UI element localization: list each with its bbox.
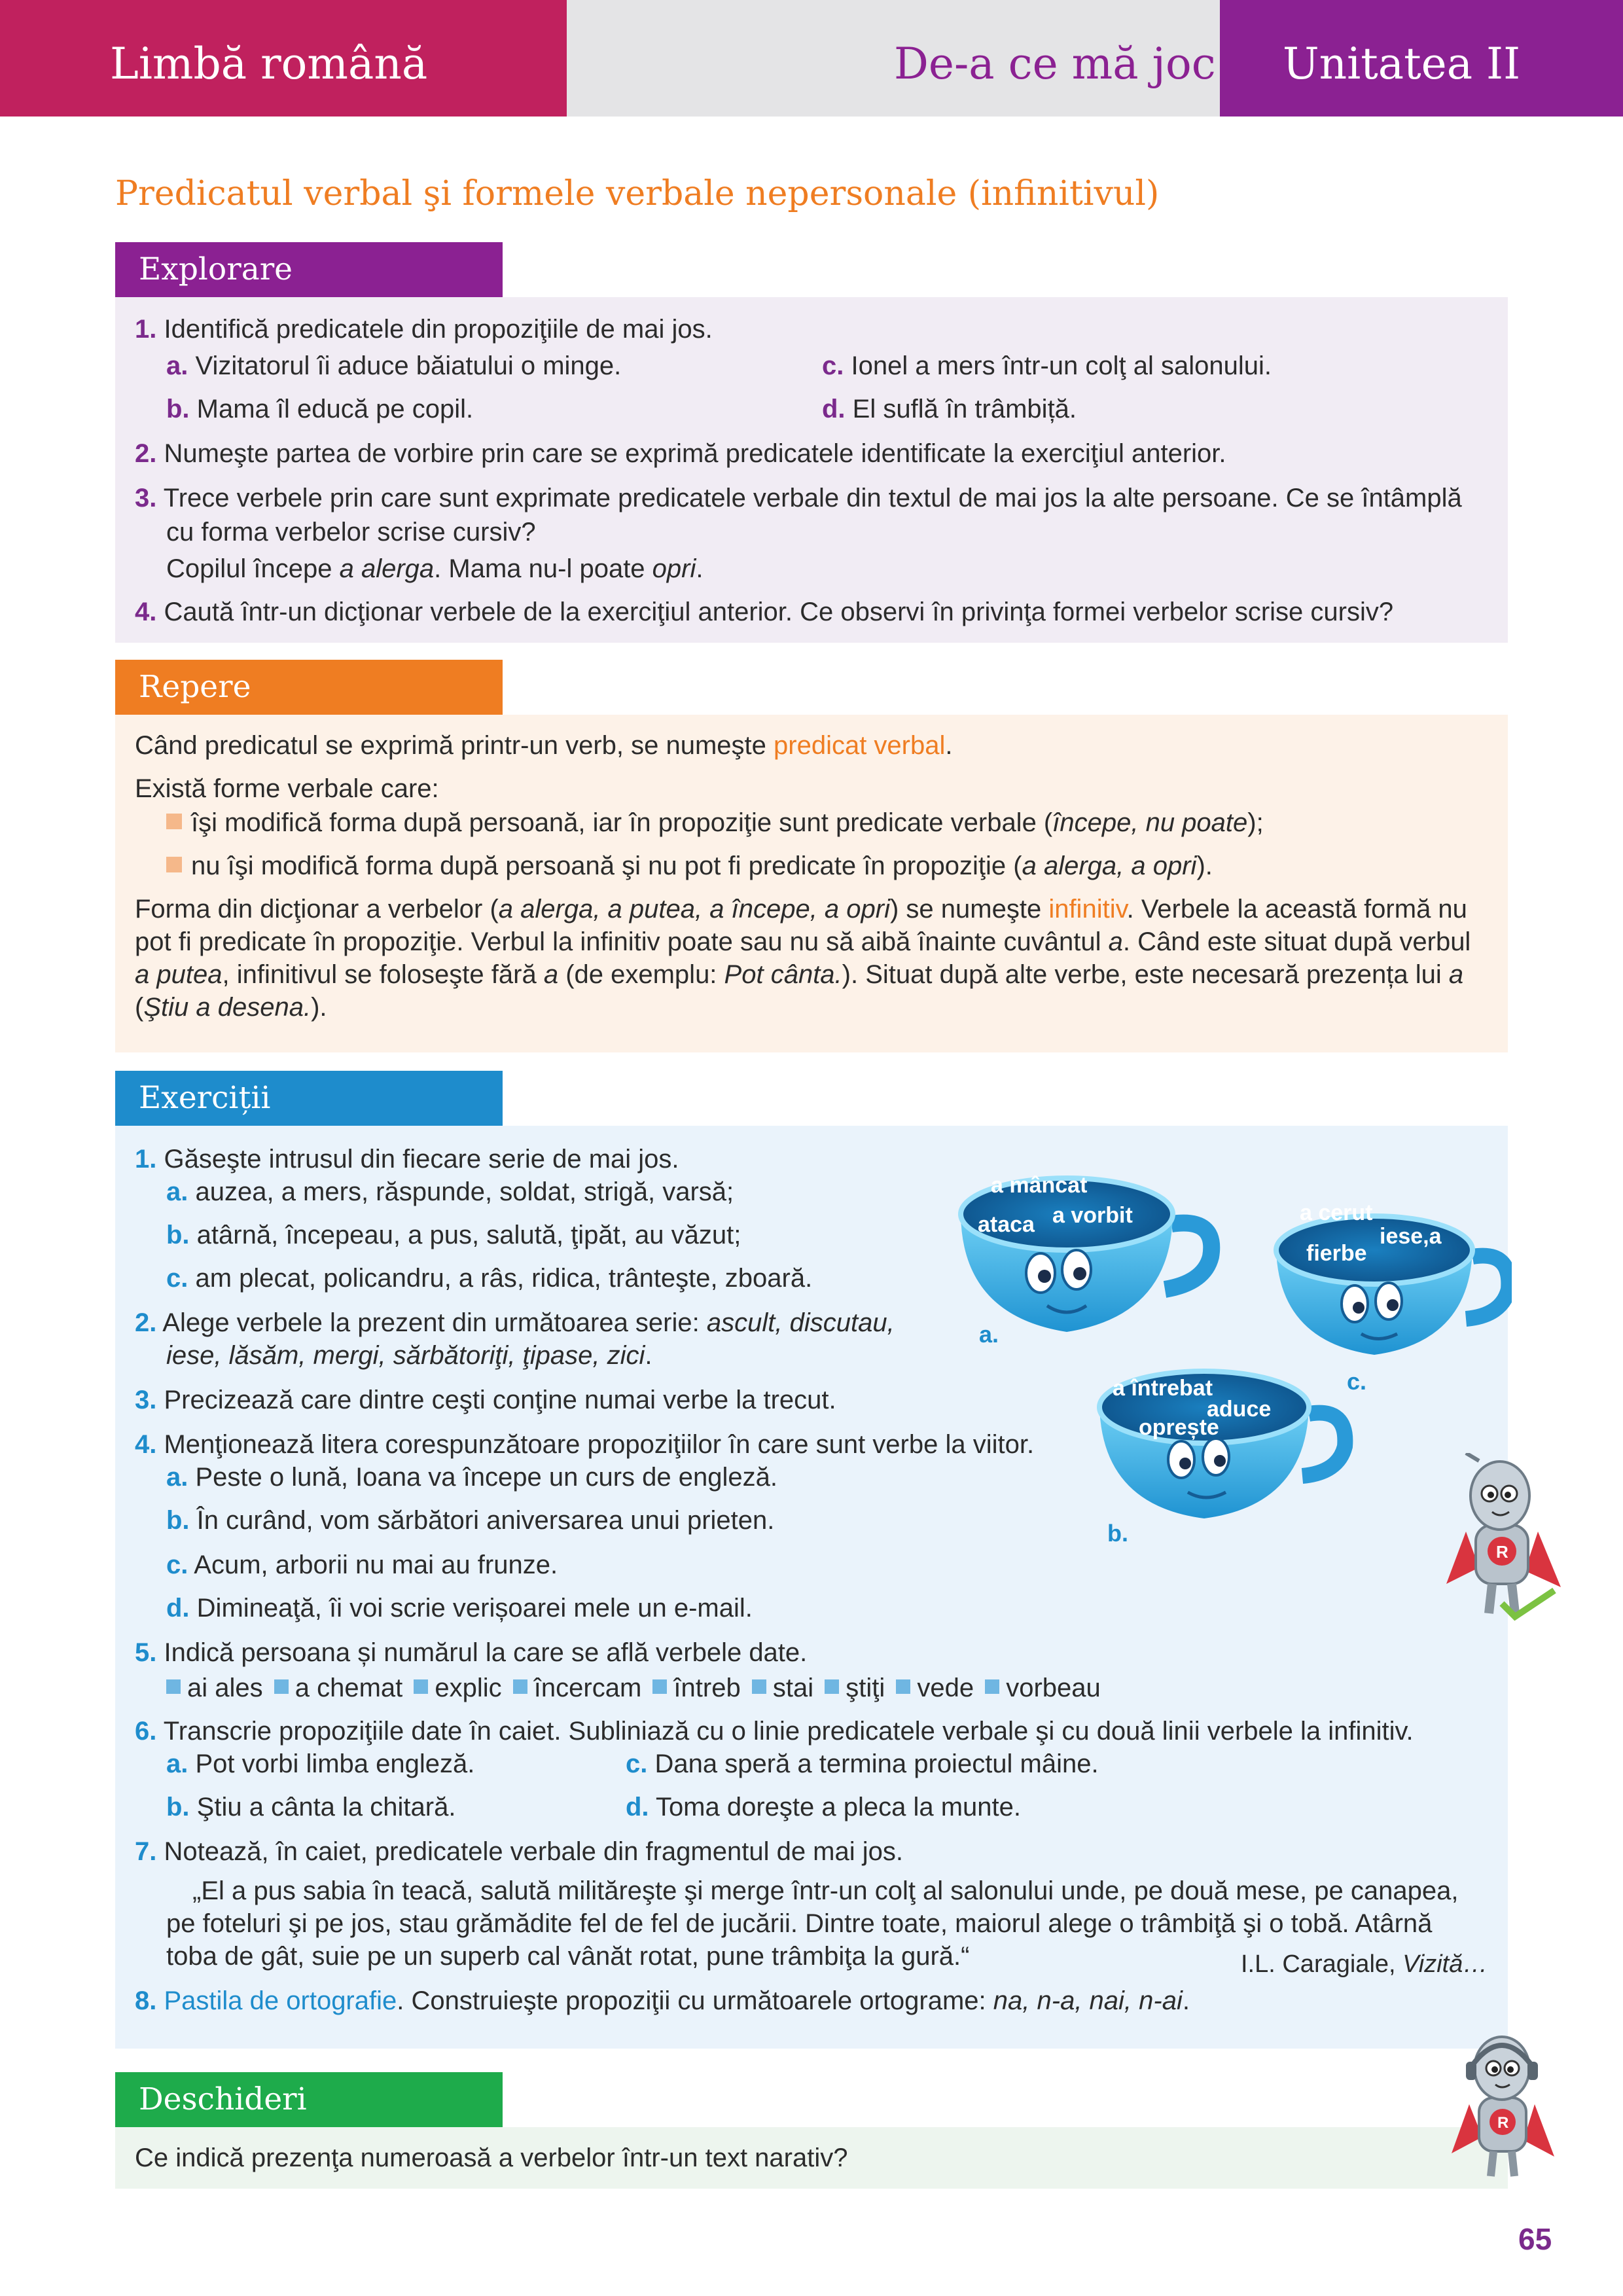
- explorare-item-2: 2. Numeşte partea de vorbire prin care se exprimă predicatele identificate la exerciţiul anterior.: [135, 439, 1226, 468]
- exercise-5: 5. Indică persoana și numărul la care se află verbele date.: [135, 1638, 808, 1667]
- exercise-6d: d. Toma doreşte a pleca la munte.: [626, 1793, 1022, 1821]
- repere-line-5: a putea, infinitivul se foloseşte fără a (de exemplu: Pot cânta.). Situat după alte verbe, este necesară prezența lui a: [135, 960, 1464, 989]
- robot-mascot-headphones-icon: [1446, 2029, 1558, 2179]
- cup-a: [961, 1173, 1211, 1332]
- cup-c-label: c.: [1347, 1368, 1367, 1395]
- header-subject: Limbă română: [110, 39, 428, 89]
- section-tab-deschideri: Deschideri: [115, 2072, 503, 2127]
- quote-line-3: toba de gât, suie pe un superb cal vânăt rotat, pune trâmbiţa la gură.“: [166, 1942, 970, 1971]
- bullet-square-icon: [896, 1679, 910, 1694]
- bullet-square-icon: [274, 1679, 289, 1694]
- bullet-square-icon: [985, 1679, 999, 1694]
- repere-box: [115, 715, 1508, 1052]
- exercise-5-words: ai ales a chemat explic încercam întreb stai ştiţi vede vorbeau: [162, 1672, 1101, 1704]
- page-number: 65: [1518, 2222, 1552, 2256]
- repere-line-3: Forma din dicţionar a verbelor (a alerga, a putea, a începe, a opri) se numeşte infinitiv. Verbele la această formă nu: [135, 895, 1467, 924]
- cup-b-label: b.: [1107, 1520, 1128, 1547]
- exercise-8: 8. Pastila de ortografie. Construieşte propoziţii cu următoarele ortograme: na, n-a, nai, n-ai.: [135, 1986, 1190, 2015]
- cup-b-word-1: a întrebat: [1113, 1376, 1213, 1401]
- svg-text:R: R: [1496, 1542, 1508, 1562]
- bullet-square-icon: [166, 814, 182, 829]
- cups-illustration: [955, 1152, 1512, 1571]
- bullet-square-icon: [825, 1679, 839, 1694]
- header-theme: De-a ce mă joc: [894, 39, 1216, 89]
- exercise-6a: a. Pot vorbi limba engleză.: [166, 1749, 475, 1778]
- explorare-item-3: 3. Trece verbele prin care sunt exprimate predicatele verbale din textul de mai jos la alte persoane. Ce se întâmplă: [135, 484, 1462, 512]
- cup-b-word-3: oprește: [1139, 1415, 1219, 1440]
- cup-a-word-3: ataca: [978, 1212, 1035, 1237]
- exercise-3: 3. Precizează care dintre ceşti conţine numai verbe la trecut.: [135, 1386, 836, 1414]
- repere-line-2: Există forme verbale care:: [135, 774, 439, 803]
- repere-bullet-2: nu îşi modifică forma după persoană şi nu pot fi predicate în propoziţie (a alerga, a opri).: [166, 850, 1213, 882]
- cup-a-word-1: a mâncat: [991, 1173, 1088, 1198]
- exercise-4b: b. În curând, vom sărbători aniversarea unui prieten.: [166, 1506, 775, 1535]
- explorare-item-3-example: Copilul începe a alerga. Mama nu-l poate opri.: [166, 554, 704, 583]
- deschideri-box: [115, 2127, 1508, 2189]
- exercise-4d: d. Dimineaţă, îi voi scrie verișoarei mele un e-mail.: [166, 1594, 753, 1623]
- exercise-6c: c. Dana speră a termina proiectul mâine.: [626, 1749, 1099, 1778]
- explorare-box: [115, 297, 1508, 643]
- explorare-item-1: 1. Identifică predicatele din propoziţiile de mai jos.: [135, 315, 713, 344]
- cup-a-word-2: a vorbit: [1052, 1203, 1133, 1228]
- cup-a-label: a.: [979, 1321, 999, 1348]
- bullet-square-icon: [513, 1679, 527, 1694]
- cup-c-word-3: fierbe: [1306, 1241, 1367, 1266]
- repere-line-6: (Ştiu a desena.).: [135, 993, 327, 1022]
- cup-c: [1276, 1200, 1508, 1355]
- quote-line-1: „El a pus sabia în teacă, salută milităreşte şi merge într-un colţ al salonului unde, pe două mese, pe canapea,: [192, 1876, 1459, 1905]
- exercise-7: 7. Notează, în caiet, predicatele verbale din fragmentul de mai jos.: [135, 1837, 903, 1866]
- exercise-4c: c. Acum, arborii nu mai au frunze.: [166, 1551, 558, 1579]
- section-tab-exercitii: Exerciții: [115, 1071, 503, 1126]
- explorare-1a: a. Vizitatorul îi aduce băiatului o minge.: [166, 351, 622, 380]
- cup-b-word-2: aduce: [1207, 1397, 1272, 1422]
- repere-line-4: pot fi predicate în propoziţie. Verbul la infinitiv poate sau nu să aibă înainte cuvântul a. Când este situat după verbul: [135, 927, 1471, 956]
- bullet-square-icon: [414, 1679, 428, 1694]
- exercise-1b: b. atârnă, începeau, a pus, salută, ţipăt, au văzut;: [166, 1221, 741, 1249]
- header-unit: Unitatea II: [1283, 39, 1521, 89]
- repere-line-1: Când predicatul se exprimă printr-un verb, se numeşte predicat verbal.: [135, 731, 953, 760]
- explorare-item-4: 4. Caută într-un dicţionar verbele de la exerciţiul anterior. Ce observi în privinţa formei verbelor scrise cursiv?: [135, 598, 1394, 626]
- cup-b: [1099, 1371, 1345, 1518]
- cup-c-word-1: a cerut: [1300, 1200, 1373, 1225]
- exercise-4a: a. Peste o lună, Ioana va începe un curs de engleză.: [166, 1463, 777, 1492]
- exercise-4: 4. Menţionează litera corespunzătoare propoziţiilor în care sunt verbe la viitor.: [135, 1430, 1035, 1459]
- explorare-1b: b. Mama îl educă pe copil.: [166, 395, 474, 423]
- deschideri-question: Ce indică prezenţa numeroasă a verbelor într-un text narativ?: [135, 2144, 848, 2172]
- exercise-2: 2. Alege verbele la prezent din următoarea serie: ascult, discutau,: [135, 1308, 895, 1337]
- quote-line-2: pe foteluri şi pe jos, stau grămădite fel de fel de jucării. Dintre toate, maiorul alege o trâmbiţă şi o tobă. Atârnă: [166, 1909, 1433, 1938]
- explorare-1d: d. El suflă în trâmbiță.: [822, 395, 1077, 423]
- section-tab-repere: Repere: [115, 660, 503, 715]
- section-tab-explorare: Explorare: [115, 242, 503, 297]
- bullet-square-icon: [166, 1679, 181, 1694]
- explorare-item-3-cont: cu forma verbelor scrise cursiv?: [166, 518, 536, 547]
- page-header: [0, 0, 1623, 117]
- explorare-1c: c. Ionel a mers într-un colţ al salonului.: [822, 351, 1272, 380]
- bullet-square-icon: [652, 1679, 667, 1694]
- exercise-1c: c. am plecat, policandru, a râs, ridica, trânteşte, zboară.: [166, 1264, 813, 1293]
- exercise-1: 1. Găseşte intrusul din fiecare serie de mai jos.: [135, 1145, 679, 1174]
- svg-text:R: R: [1497, 2114, 1509, 2132]
- robot-mascot-icon: [1440, 1453, 1564, 1623]
- exercise-6: 6. Transcrie propoziţiile date în caiet. Subliniază cu o linie predicatele verbale şi cu două linii verbele la infinitiv.: [135, 1717, 1414, 1746]
- repere-bullet-1: îşi modifică forma după persoană, iar în propoziţie sunt predicate verbale (începe, nu poate);: [166, 806, 1264, 839]
- exercise-2-cont: iese, lăsăm, mergi, sărbătoriţi, ţipase, zici.: [166, 1341, 652, 1370]
- bullet-square-icon: [752, 1679, 766, 1694]
- quote-source: I.L. Caragiale, Vizită…: [1241, 1950, 1488, 1978]
- lesson-title: Predicatul verbal şi formele verbale nepersonale (infinitivul): [115, 174, 1160, 213]
- bullet-square-icon: [166, 857, 182, 872]
- cup-c-word-2: iese,a: [1380, 1224, 1442, 1249]
- exercise-1a: a. auzea, a mers, răspunde, soldat, strigă, varsă;: [166, 1177, 734, 1206]
- exercise-6b: b. Ştiu a cânta la chitară.: [166, 1793, 456, 1821]
